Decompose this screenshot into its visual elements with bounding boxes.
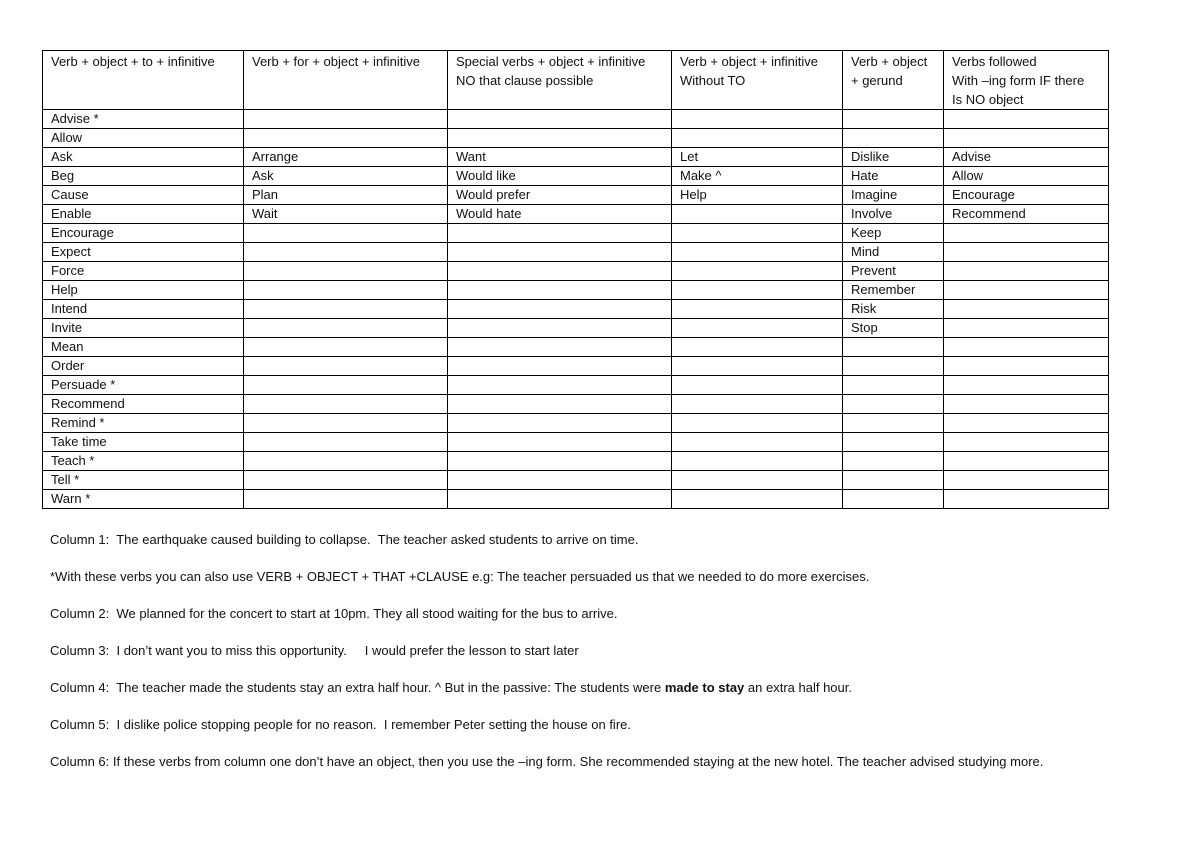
table-row [43, 186, 1109, 205]
table-cell [448, 262, 672, 281]
table-cell [448, 300, 672, 319]
table-cell [672, 376, 843, 395]
table-cell [944, 471, 1109, 490]
table-row [43, 281, 1109, 300]
table-row [43, 490, 1109, 509]
table-cell: Advise [944, 148, 1109, 167]
verb-patterns-table [42, 50, 1109, 509]
table-cell [672, 262, 843, 281]
table-row [43, 205, 1109, 224]
column-header-line: Is NO object [952, 92, 1024, 107]
note-column-3: Column 3: I don’t want you to miss this opportunity. I would prefer the lesson to start later [50, 643, 579, 658]
column-header-line: Verb + object [851, 54, 928, 69]
column-header-line: Without TO [680, 73, 746, 88]
table-row [43, 433, 1109, 452]
table-cell [448, 452, 672, 471]
table-cell [843, 414, 944, 433]
table-cell [843, 452, 944, 471]
table-cell [944, 490, 1109, 509]
table-cell [448, 338, 672, 357]
table-cell: Stop [843, 319, 944, 338]
table-cell: Keep [843, 224, 944, 243]
table-row [43, 414, 1109, 433]
table-cell: Mind [843, 243, 944, 262]
table-cell [448, 110, 672, 129]
table-row [43, 395, 1109, 414]
table-cell: Mean [43, 338, 244, 357]
example-notes [50, 530, 1120, 789]
table-cell: Would prefer [448, 186, 672, 205]
table-cell: Prevent [843, 262, 944, 281]
table-row [43, 110, 1109, 129]
table-cell [672, 243, 843, 262]
table-cell [244, 490, 448, 509]
table-cell [244, 452, 448, 471]
column-header-line: Verb + object + to + infinitive [51, 54, 215, 69]
table-cell: Expect [43, 243, 244, 262]
table-cell [672, 300, 843, 319]
table-cell [448, 471, 672, 490]
table-cell [448, 319, 672, 338]
column-header-5 [843, 51, 944, 110]
column-header-line: Special verbs + object + infinitive [456, 54, 646, 69]
table-cell [448, 376, 672, 395]
table-cell: Let [672, 148, 843, 167]
table-cell: Force [43, 262, 244, 281]
table-cell [244, 414, 448, 433]
table-cell: Make ^ [672, 167, 843, 186]
table-cell [672, 205, 843, 224]
note-that-clause: *With these verbs you can also use VERB + OBJECT + THAT +CLAUSE e.g: The teacher persuaded us that we needed to do more exercises. [50, 569, 870, 584]
table-row [43, 357, 1109, 376]
table-cell: Cause [43, 186, 244, 205]
table-row [43, 129, 1109, 148]
table-cell: Allow [944, 167, 1109, 186]
table-cell: Recommend [944, 205, 1109, 224]
table-cell [843, 338, 944, 357]
table-cell [448, 433, 672, 452]
table-cell: Remind * [43, 414, 244, 433]
table-cell [944, 376, 1109, 395]
table-cell [244, 433, 448, 452]
table-cell: Advise * [43, 110, 244, 129]
table-cell [843, 129, 944, 148]
table-cell [244, 243, 448, 262]
table-cell [448, 129, 672, 148]
column-header-line: Verb + object + infinitive [680, 54, 819, 69]
table-cell: Help [672, 186, 843, 205]
table-row [43, 471, 1109, 490]
table-cell: Remember [843, 281, 944, 300]
table-cell [944, 110, 1109, 129]
table-cell [244, 129, 448, 148]
table-cell [244, 262, 448, 281]
table-cell [672, 414, 843, 433]
column-header-4 [672, 51, 843, 110]
table-cell: Beg [43, 167, 244, 186]
table-row [43, 338, 1109, 357]
table-cell [944, 319, 1109, 338]
column-header-line: + gerund [851, 73, 903, 88]
table-cell: Take time [43, 433, 244, 452]
table-cell: Help [43, 281, 244, 300]
table-row [43, 376, 1109, 395]
table-cell [944, 433, 1109, 452]
table-cell [244, 224, 448, 243]
table-cell: Would hate [448, 205, 672, 224]
table-cell [843, 110, 944, 129]
table-cell: Teach * [43, 452, 244, 471]
table-cell: Ask [43, 148, 244, 167]
table-cell [448, 224, 672, 243]
table-cell: Enable [43, 205, 244, 224]
table-cell [244, 110, 448, 129]
note-column-5: Column 5: I dislike police stopping people for no reason. I remember Peter setting the house on fire. [50, 717, 631, 732]
table-cell [843, 490, 944, 509]
table-cell [944, 357, 1109, 376]
note-column-4-text: Column 4: The teacher made the students stay an extra half hour. ^ But in the passive: The students were [50, 680, 665, 695]
table-cell: Order [43, 357, 244, 376]
table-cell: Would like [448, 167, 672, 186]
table-cell [944, 338, 1109, 357]
table-cell: Involve [843, 205, 944, 224]
table-cell [448, 243, 672, 262]
table-cell: Encourage [43, 224, 244, 243]
note-column-2: Column 2: We planned for the concert to start at 10pm. They all stood waiting for the bus to arrive. [50, 606, 618, 621]
table-cell [244, 357, 448, 376]
table-row [43, 300, 1109, 319]
column-header-2 [244, 51, 448, 110]
table-cell: Recommend [43, 395, 244, 414]
table-cell [944, 300, 1109, 319]
table-cell [244, 338, 448, 357]
table-cell: Intend [43, 300, 244, 319]
column-header-line: NO that clause possible [456, 73, 594, 88]
table-row [43, 224, 1109, 243]
table-cell [244, 471, 448, 490]
table-cell [944, 395, 1109, 414]
table-row [43, 167, 1109, 186]
column-header-line: Verbs followed [952, 54, 1037, 69]
table-cell [672, 338, 843, 357]
table-cell [448, 281, 672, 300]
table-cell: Allow [43, 129, 244, 148]
table-cell [448, 490, 672, 509]
table-cell [843, 471, 944, 490]
table-cell [244, 376, 448, 395]
table-cell [448, 357, 672, 376]
table-cell [672, 110, 843, 129]
table-cell: Invite [43, 319, 244, 338]
table-cell: Want [448, 148, 672, 167]
table-cell [843, 376, 944, 395]
table-cell [244, 395, 448, 414]
table-cell: Warn * [43, 490, 244, 509]
table-cell [672, 319, 843, 338]
table-cell: Risk [843, 300, 944, 319]
table-row [43, 262, 1109, 281]
table-row [43, 148, 1109, 167]
table-body [43, 110, 1109, 509]
table-cell [672, 452, 843, 471]
column-header-line: With –ing form IF there [952, 73, 1085, 88]
table-cell [843, 395, 944, 414]
table-cell: Ask [244, 167, 448, 186]
note-column-1: Column 1: The earthquake caused building to collapse. The teacher asked students to arrive on time. [50, 532, 639, 547]
table-cell [944, 129, 1109, 148]
table-row [43, 319, 1109, 338]
note-column-4-end: an extra half hour. [744, 680, 852, 695]
note-column-6: Column 6: If these verbs from column one don’t have an object, then you use the –ing form. She recommended staying at the new hotel. The teacher advised studying more. [50, 754, 1044, 769]
note-column-4 [50, 678, 1120, 697]
table-cell: Imagine [843, 186, 944, 205]
table-header-row [43, 51, 1109, 110]
table-cell [672, 395, 843, 414]
column-header-3 [448, 51, 672, 110]
table-cell: Persuade * [43, 376, 244, 395]
table-cell [843, 433, 944, 452]
table-cell [672, 433, 843, 452]
column-header-line: Verb + for + object + infinitive [252, 54, 421, 69]
table-cell: Plan [244, 186, 448, 205]
table-cell [944, 414, 1109, 433]
table-cell [448, 395, 672, 414]
table-cell: Hate [843, 167, 944, 186]
table-cell [843, 357, 944, 376]
table-cell [244, 319, 448, 338]
column-header-1 [43, 51, 244, 110]
table-cell [672, 129, 843, 148]
table-cell [944, 281, 1109, 300]
table-cell [244, 300, 448, 319]
table-cell [672, 471, 843, 490]
note-column-4-emphasis: made to stay [664, 680, 745, 695]
table-row [43, 452, 1109, 471]
column-header-6 [944, 51, 1109, 110]
table-cell [672, 357, 843, 376]
table-cell [672, 281, 843, 300]
table-cell [944, 224, 1109, 243]
table-cell: Encourage [944, 186, 1109, 205]
table-cell [448, 414, 672, 433]
table-cell: Arrange [244, 148, 448, 167]
table-cell: Wait [244, 205, 448, 224]
table-cell [244, 281, 448, 300]
table-cell [944, 243, 1109, 262]
table-cell: Dislike [843, 148, 944, 167]
table-cell [944, 452, 1109, 471]
table-cell: Tell * [43, 471, 244, 490]
table-cell [672, 490, 843, 509]
table-cell [944, 262, 1109, 281]
table-cell [672, 224, 843, 243]
table-row [43, 243, 1109, 262]
